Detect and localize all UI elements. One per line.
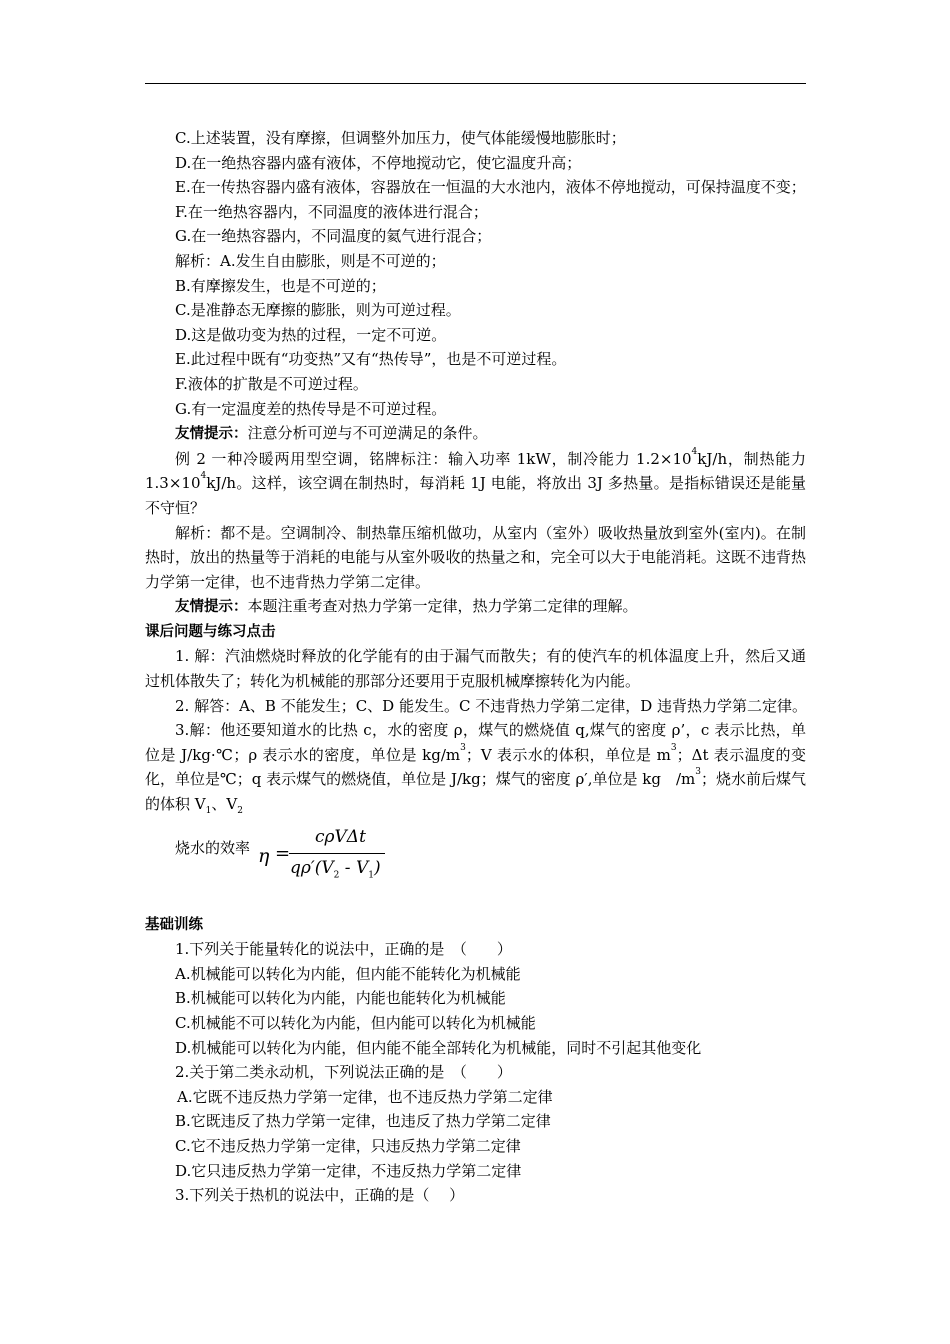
analysis-g: G.有一定温度差的热传导是不可逆过程。 xyxy=(175,399,447,418)
question-2-option-b: B.它既违反了热力学第一定律，也违反了热力学第二定律 xyxy=(175,1112,551,1131)
analysis-e: E.此过程中既有“功变热”又有“热传导”，也是不可逆过程。 xyxy=(175,350,567,369)
question-3: 3.下列关于热机的说法中，正确的是（ ） xyxy=(175,1186,465,1205)
option-e-line: E.在一传热容器内盛有液体，容器放在一恒温的大水池内，液体不停地搅动，可保持温度不变； xyxy=(175,178,806,197)
question-2: 2.关于第二类永动机，下列说法正确的是 （ ） xyxy=(175,1063,512,1082)
analysis-a: 解析：A.发生自由膨胀，则是不可逆的； xyxy=(175,251,446,270)
exponent: 3 xyxy=(460,742,466,753)
fraction-bar xyxy=(289,853,385,854)
subscript: 1 xyxy=(205,806,212,817)
denominator-part-b: - V xyxy=(339,857,369,878)
exponent: 3 xyxy=(670,742,677,753)
option-f-line: F.在一绝热容器内，不同温度的液体进行混合； xyxy=(175,202,488,221)
formula-denominator xyxy=(290,858,381,880)
tip-1-label: 友情提示： xyxy=(175,426,248,443)
example-2-part-a: 例 2 一种冷暖两用型空调，铭牌标注：输入功率 1kW，制冷能力 1.2×10 xyxy=(175,449,692,468)
denominator-part-c: ) xyxy=(373,857,381,878)
analysis-c: C.是准静态无摩擦的膨胀，则为可逆过程。 xyxy=(175,301,461,320)
answer-3-part-e: 、V xyxy=(211,795,238,814)
tip-1 xyxy=(145,421,806,447)
analysis-b: B.有摩擦发生，也是不可逆的； xyxy=(175,276,386,295)
denominator-part-a: qρ′(V xyxy=(290,857,334,878)
answer-3-part-c: ；Δt 表示温度的变化，单位是℃；q 表示煤气的燃烧值，单位是 J/kg；煤气的密度 ρ′,单位是 kg /m xyxy=(145,745,806,789)
example-2-part-b: kJ/h，制热能力 1.3×10 xyxy=(145,449,806,493)
exercise-answer-3 xyxy=(145,718,806,816)
formula-numerator: cρVΔt xyxy=(315,826,366,847)
question-1-option-b: B.机械能可以转化为内能，内能也能转化为机械能 xyxy=(175,989,506,1008)
exponent: 3 xyxy=(695,767,701,778)
question-1-option-a: A.机械能可以转化为内能，但内能不能转化为机械能 xyxy=(175,964,521,983)
answer-3-part-a: 3.解：他还要知道水的比热 c，水的密度 ρ，煤气的燃烧值 q,煤气的密度 ρ’，c 表示比热，单位是 J/kg·℃；ρ 表示水的密度，单位是 kg/m xyxy=(145,721,806,764)
answer-3-part-b: ；V 表示水的体积，单位是 m xyxy=(465,745,671,764)
exercise-answer-2: 2. 解答：A、B 不能发生；C、D 能发生。C 不违背热力学第二定律，D 违背热力学第二定律。 xyxy=(175,696,808,715)
subscript: 2 xyxy=(333,870,340,881)
answer-3-part-d: ；烧水前后煤气的体积 V xyxy=(145,770,806,814)
exponent: 4 xyxy=(691,446,698,457)
section-heading-basic-training: 基础训练 xyxy=(145,916,203,933)
question-1: 1.下列关于能量转化的说法中，正确的是 （ ） xyxy=(175,940,512,959)
tip-2 xyxy=(145,594,806,620)
exercise-answer-1: 1. 解：汽油燃烧时释放的化学能有的由于漏气而散失；有的使汽车的机体温度上升，然后又通过机体散失了；转化为机械能的那部分还要用于克服机械摩擦转化为内能。 xyxy=(145,647,806,691)
question-2-option-c: C.它不违反热力学第一定律，只违反热力学第二定律 xyxy=(175,1136,521,1155)
formula-equals: = xyxy=(275,842,291,864)
example-2-analysis: 解析：都不是。空调制冷、制热靠压缩机做功，从室内（室外）吸收热量放到室外(室内)。在制热时，放出的热量等于消耗的电能与从室外吸收的热量之和，完全可以大于电能消耗。这既不违背热力学第一定律，也不违背热力学第二定律。 xyxy=(145,523,806,591)
exponent: 4 xyxy=(200,471,207,482)
analysis-f: F.液体的扩散是不可逆过程。 xyxy=(175,374,368,393)
tip-2-text: 本题注重考查对热力学第一定律，热力学第二定律的理解。 xyxy=(247,597,638,616)
option-g-line: G.在一绝热容器内，不同温度的氦气进行混合； xyxy=(175,227,492,246)
example-2 xyxy=(145,447,806,521)
header-rule xyxy=(145,83,806,84)
question-1-option-c: C.机械能不可以转化为内能，但内能可以转化为机械能 xyxy=(175,1014,536,1032)
efficiency-formula xyxy=(145,827,806,899)
formula-label: 烧水的效率 xyxy=(175,838,251,857)
section-heading-exercises: 课后问题与练习点击 xyxy=(145,623,276,640)
option-d-line: D.在一绝热容器内盛有液体，不停地搅动它，使它温度升高； xyxy=(175,153,582,172)
subscript: 2 xyxy=(237,806,243,817)
tip-1-text: 注意分析可逆与不可逆满足的条件。 xyxy=(247,424,488,443)
analysis-d: D.这是做功变为热的过程，一定不可逆。 xyxy=(175,325,447,344)
example-2-part-c: kJ/h。这样，该空调在制热时，每消耗 1J 电能，将放出 3J 多热量。是指标错误还是能量不守恒？ xyxy=(145,474,806,517)
tip-2-label: 友情提示： xyxy=(175,599,248,616)
question-2-option-a: A.它既不违反热力学第一定律，也不违反热力学第二定律 xyxy=(177,1087,553,1106)
option-c-line: C.上述装置，没有摩擦，但调整外加压力，使气体能缓慢地膨胀时； xyxy=(175,129,626,147)
subscript: 1 xyxy=(368,870,374,881)
document-body xyxy=(145,126,806,1208)
formula-eta: η xyxy=(258,844,270,867)
question-2-option-d: D.它只违反热力学第一定律，不违反热力学第二定律 xyxy=(175,1161,522,1180)
question-1-option-d: D.机械能可以转化为内能，但内能不能全部转化为机械能，同时不引起其他变化 xyxy=(175,1038,702,1057)
